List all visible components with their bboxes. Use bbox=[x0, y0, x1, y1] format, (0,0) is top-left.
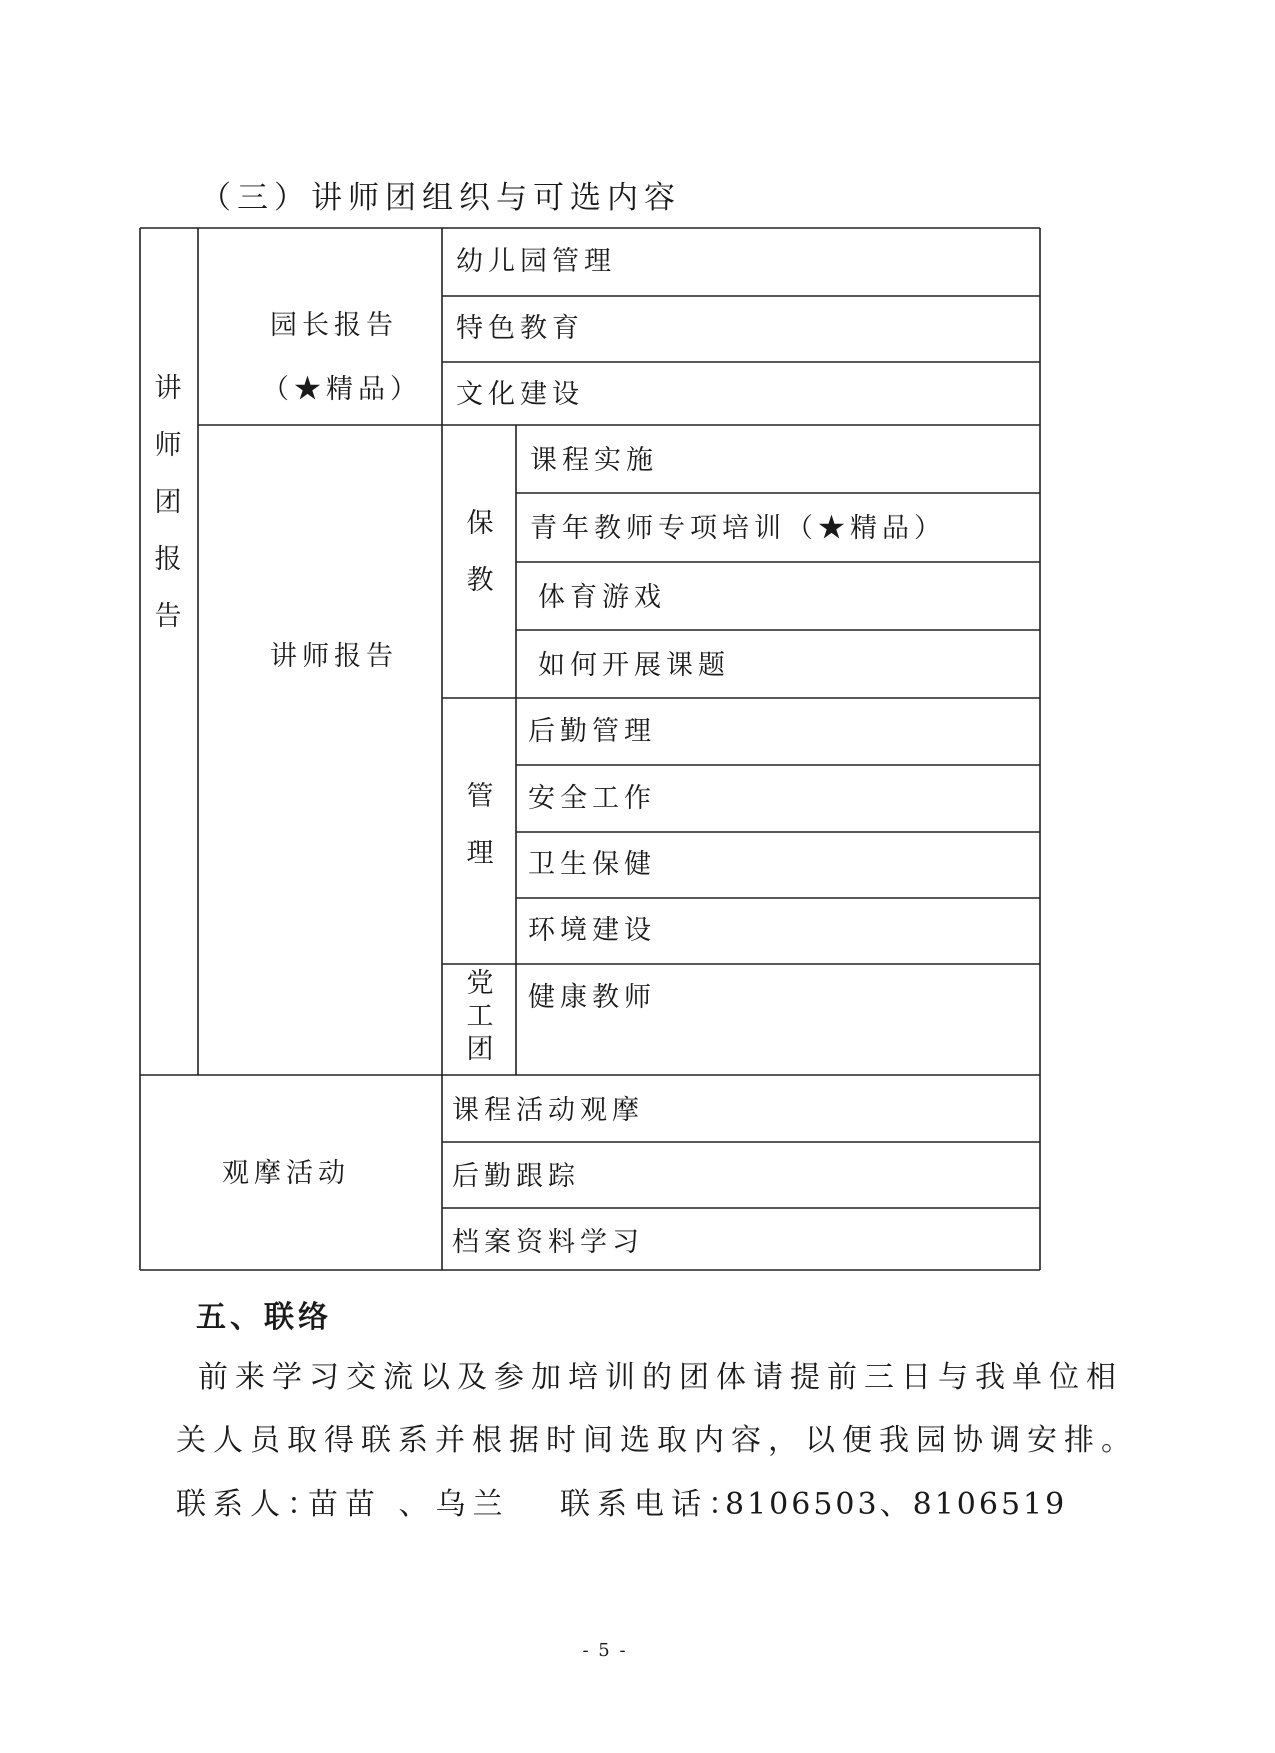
principal-item: 幼儿园管理 bbox=[456, 246, 616, 277]
contact-persons-label: 联系人： bbox=[176, 1487, 324, 1522]
observe-item: 档案资料学习 bbox=[452, 1227, 644, 1258]
contact-phone-numbers: 8106503、8106519 bbox=[725, 1487, 1068, 1522]
category-label-danggongtuan: 党 工 团 bbox=[466, 968, 494, 1065]
contact-paragraph-line1: 前来学习交流以及参加培训的团体请提前三日与我单位相 bbox=[198, 1360, 1123, 1395]
lecturer-report-label: 讲师报告 bbox=[270, 641, 398, 672]
category-label-baojiao: 保 教 bbox=[466, 508, 494, 596]
section-title: （三）讲师团组织与可选内容 bbox=[200, 180, 681, 216]
baojiao-item: 如何开展课题 bbox=[538, 650, 730, 681]
guanli-item: 安全工作 bbox=[528, 783, 656, 814]
principal-item: 文化建设 bbox=[456, 379, 584, 410]
contact-heading: 五、联络 bbox=[196, 1300, 332, 1335]
principal-item: 特色教育 bbox=[456, 313, 584, 344]
contact-paragraph-line2: 关人员取得联系并根据时间选取内容，以便我园协调安排。 bbox=[176, 1423, 1138, 1458]
principal-report-label: 园长报告 bbox=[270, 310, 398, 341]
baojiao-item: 课程实施 bbox=[530, 445, 658, 476]
page-number: - 5 - bbox=[582, 1640, 628, 1661]
guanli-item: 后勤管理 bbox=[528, 716, 656, 747]
observe-item: 后勤跟踪 bbox=[452, 1161, 580, 1192]
guanli-item: 环境建设 bbox=[528, 915, 656, 946]
principal-report-badge: （★精品） bbox=[262, 374, 422, 405]
contact-persons: 苗苗 、乌兰 bbox=[308, 1487, 510, 1522]
baojiao-item: 青年教师专项培训（★精品） bbox=[530, 513, 946, 544]
guanli-item: 卫生保健 bbox=[528, 849, 656, 880]
category-label-guanli: 管 理 bbox=[466, 781, 494, 869]
observe-item: 课程活动观摩 bbox=[452, 1095, 644, 1126]
contact-phone-label: 联系电话： bbox=[560, 1487, 745, 1522]
baojiao-item: 体育游戏 bbox=[538, 582, 666, 613]
group-label-lecturer-team: 讲 师 团 报 告 bbox=[154, 373, 182, 632]
observe-activity-label: 观摩活动 bbox=[222, 1158, 350, 1189]
danggongtuan-item: 健康教师 bbox=[528, 982, 656, 1013]
